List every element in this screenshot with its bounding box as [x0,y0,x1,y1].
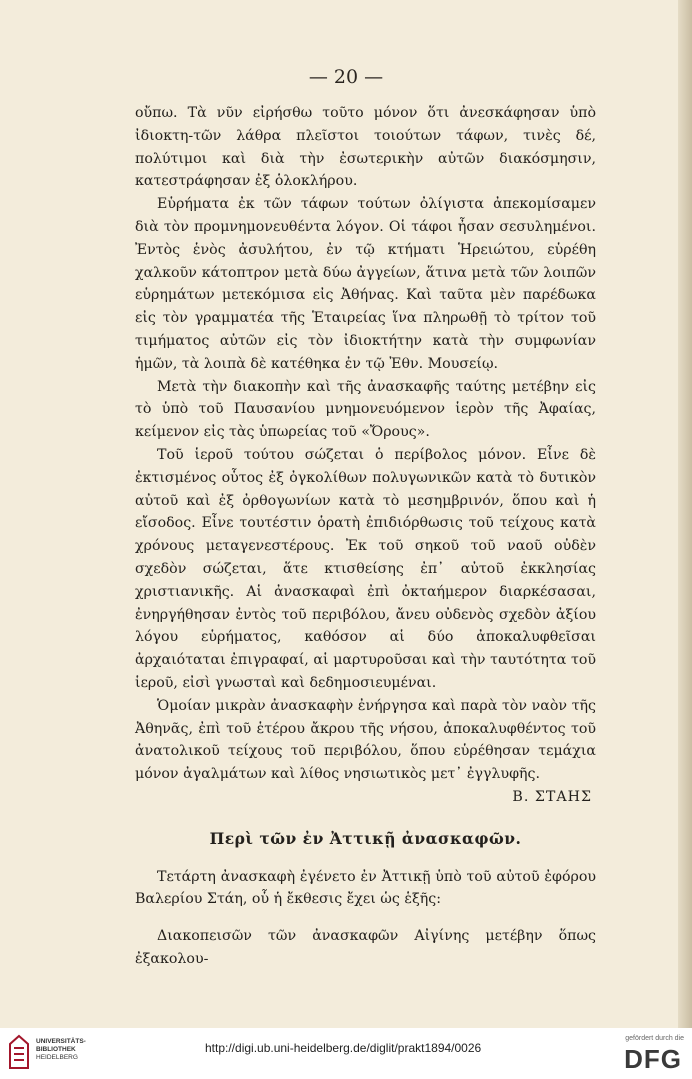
dfg-logo: DFG [624,1044,682,1074]
author-signature: Β. ΣΤΑΗΣ [512,788,592,805]
permalink-url[interactable]: http://digi.ub.uni-heidelberg.de/diglit/prakt1894/0026 [205,1041,482,1055]
page-edge [678,0,692,1028]
paragraph: Ὁμοίαν μικρὰν ἀνασκαφὴν ἐνήργησα καὶ παρὰ τὸν ναὸν τῆς Ἀθηνᾶς, ἐπὶ τοῦ ἑτέρου ἄκρου τῆς νήσου, ἀποκαλυφθέντος τοῦ ἀνατολικοῦ τείχους τοῦ περιβόλου, ὅπου εὑρέθησαν τεμάχια μόνον ἀγαλμάτων καὶ λίθος νησιωτικὸς μετ᾽ ἐγγλυφῆς. [135,697,596,783]
body-text [135,102,596,971]
section-heading: Περὶ τῶν ἐν Ἀττικῇ ἀνασκαφῶν. [209,828,522,848]
paragraph: Διακοπεισῶν τῶν ἀνασκαφῶν Αἰγίνης μετέβην ὅπως ἐξακολου- [135,928,596,967]
funding-note: gefördert durch die [625,1035,684,1042]
paragraph: οὔπω. Τὰ νῦν εἰρήσθω τοῦτο μόνον ὅτι ἀνεσκάφησαν ὑπὸ ἰδιοκτη-τῶν λάθρα πλεῖστοι τοιούτων τάφων, τινὲς δέ, πολύτιμοι καὶ διὰ τὴν ἐσωτερικὴν αὐτῶν διακόσμησιν, κατεστράφησαν ἐξ ὁλοκλήρου. [135,105,596,190]
paragraph: Τετάρτη ἀνασκαφὴ ἐγένετο ἐν Ἀττικῇ ὑπὸ τοῦ αὐτοῦ ἐφόρου Βαλερίου Στάη, οὗ ἡ ἔκθεσις ἔχει ὡς ἑξῆς: [135,868,596,908]
university-library-logo-icon [8,1034,30,1070]
library-name: UNIVERSITÄTS- BIBLIOTHEK HEIDELBERG [36,1038,86,1061]
paragraph: Τοῦ ἱεροῦ τούτου σώζεται ὁ περίβολος μόνον. Εἶνε δὲ ἐκτισμένος οὗτος ἐξ ὀγκολίθων πολυγωνικῶν κατὰ τὸ δυτικὸν αὐτοῦ καὶ ἐξ ὀρθογωνίων κατὰ τὸ μεσημβρινόν, ὅπου καὶ ἡ εἴσοδος. Εἶνε τουτέστιν ὁρατὴ ἐπιδιόρθωσις τοῦ τείχους κατὰ χρόνους μεταγενεστέρους. Ἐκ τοῦ σηκοῦ τοῦ ναοῦ οὐδὲν σχεδὸν σώζεται, ἅτε κτισθείσης ἐπ᾽ αὐτοῦ ἐκκλησίας χριστιανικῆς. Αἱ ἀνασκαφαὶ ἐπὶ ὀκταήμερον διαρκέσασαι, ἐνηργήθησαν ἐντὸς τοῦ περιβόλου, ἄνευ οὐδενὸς σχεδὸν ἀξίου λόγου εὑρήματος, καθόσον αἱ δύο ἀποκαλυφθεῖσαι ἀρχαιόταται ἐπιγραφαί, αἱ μαρτυροῦσαι καὶ τὴν ταυτότητα τοῦ ἱεροῦ, εἰσὶ γνωσταὶ καὶ δεδημοσιευμέναι. [135,446,596,691]
paragraph: Μετὰ τὴν διακοπὴν καὶ τῆς ἀνασκαφῆς ταύτης μετέβην εἰς τὸ ὑπὸ τοῦ Παυσανίου μνημονευόμενον ἱερὸν τῆς Ἀφαίας, κείμενον εἰς τὰς ὑπωρείας τοῦ «Ὄρους». [135,378,596,441]
page-number: — 20 — [308,66,384,88]
paragraph: Εὑρήματα ἐκ τῶν τάφων τούτων ὀλίγιστα ἀπεκομίσαμεν διὰ τὸν προμνημονευθέντα λόγον. Οἱ τάφοι ἦσαν σεσυλημένοι. Ἐντὸς ἑνὸς ἀσυλήτου, ἐν τῷ κτήματι Ἡρειώτου, εὑρέθη χαλκοῦν κάτοπτρον μετὰ δύω ἀγγείων, ἅτινα μετὰ τῶν λοιπῶν εὑρημάτων μετεκόμισα εἰς Ἀθήνας. Καὶ ταῦτα μὲν παρέδωκα εἰς τὸν γραμματέα τῆς Ἑταιρείας ἵνα πληρωθῇ τὸ τρίτον τοῦ τιμήματος αὐτῶν εἰς τὸν ἰδιοκτήτην κατὰ τὴν συμφωνίαν ἡμῶν, τὰ λοιπὰ δὲ κατέθηκα ἐν τῷ Ἐθν. Μουσείῳ. [135,196,596,372]
footer-bar [0,1028,692,1079]
